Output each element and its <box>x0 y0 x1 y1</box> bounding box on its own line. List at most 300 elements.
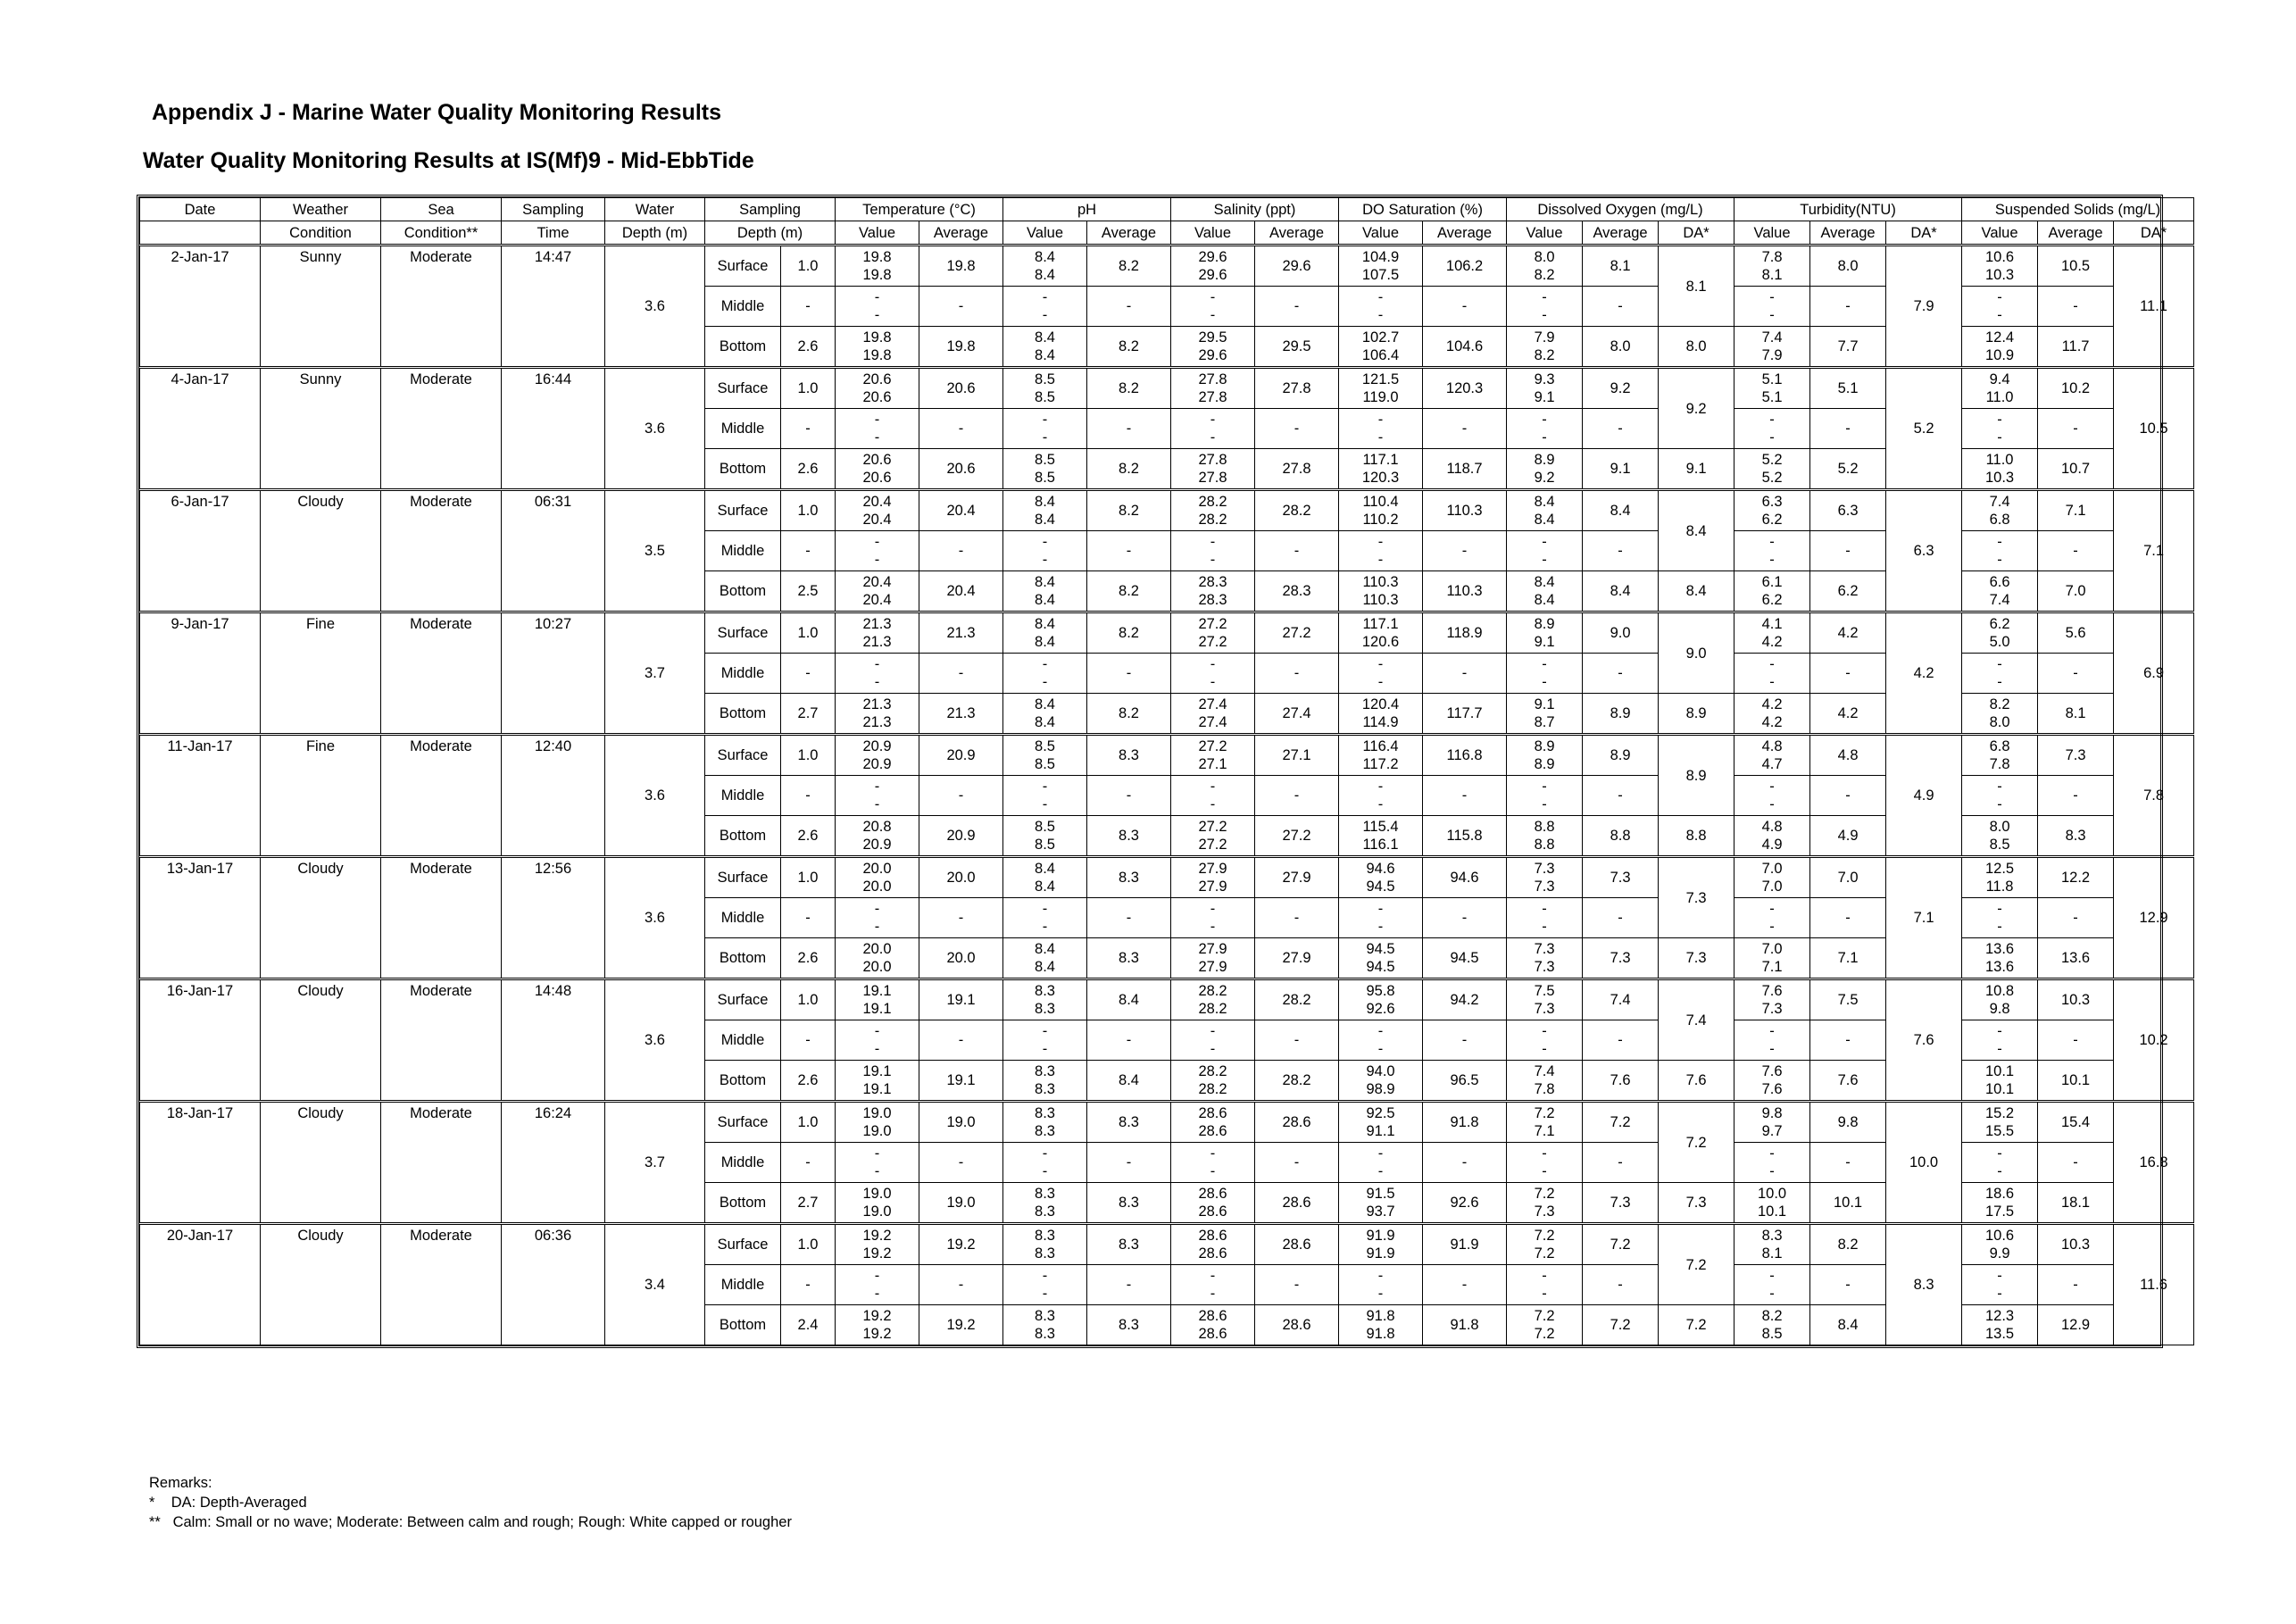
suspended-solids-value-cell <box>1962 409 2038 449</box>
sampling-level-cell: Bottom <box>705 327 781 368</box>
suspended-solids-value-cell-reading: - <box>1997 307 2002 323</box>
salinity-value-cell-reading: 28.2 <box>1198 1081 1227 1097</box>
suspended-solids-value-cell-reading: 6.8 <box>1989 512 2010 528</box>
sampling-level-cell: Surface <box>705 1224 781 1265</box>
dissolved-oxygen-value-cell <box>1507 979 1583 1020</box>
do-saturation-value-cell <box>1339 979 1423 1020</box>
temperature-value-cell-reading: 20.4 <box>862 512 892 528</box>
temperature-value-cell-reading: 20.6 <box>862 389 892 405</box>
water-depth-cell: 3.6 <box>605 735 705 857</box>
suspended-solids-da-cell: 11.6 <box>2114 1224 2194 1345</box>
sampling-depth-cell: - <box>781 409 836 449</box>
suspended-solids-value-cell-reading: 8.0 <box>1989 819 2010 835</box>
temperature-average-cell: 19.0 <box>919 1183 1003 1224</box>
ph-average-cell: - <box>1087 654 1171 694</box>
suspended-solids-value-cell-reading: 10.8 <box>1984 983 2015 999</box>
turbidity-value-cell-reading: - <box>1769 1286 1775 1302</box>
sampling-level-cell: Bottom <box>705 938 781 979</box>
dissolved-oxygen-value-cell <box>1507 776 1583 816</box>
dissolved-oxygen-da-cell: 8.9 <box>1659 735 1734 816</box>
turbidity-da-cell: 5.2 <box>1886 368 1962 490</box>
temperature-value-cell <box>836 1143 919 1183</box>
ph-value-cell-reading: 8.5 <box>1035 837 1055 853</box>
salinity-value-cell-reading: 28.6 <box>1198 1123 1227 1139</box>
table-row <box>140 735 2194 776</box>
ph-value-cell-reading: 8.3 <box>1035 1326 1055 1342</box>
ph-average-cell: - <box>1087 1020 1171 1061</box>
suspended-solids-average-cell: - <box>2038 898 2114 938</box>
turbidity-da-cell: 10.0 <box>1886 1102 1962 1224</box>
do-saturation-value-cell-reading: 116.1 <box>1362 837 1399 853</box>
ph-value-cell <box>1003 776 1087 816</box>
temperature-average-cell: - <box>919 531 1003 571</box>
results-table <box>139 197 2194 1345</box>
do-saturation-value-cell-reading: 120.4 <box>1361 696 1400 712</box>
salinity-value-cell <box>1171 694 1255 735</box>
turbidity-value-cell-reading: 4.2 <box>1761 696 1783 712</box>
temperature-value-cell <box>836 531 919 571</box>
do-saturation-value-cell-reading: 106.4 <box>1361 347 1400 363</box>
salinity-average-cell: - <box>1255 898 1339 938</box>
ph-value-cell <box>1003 979 1087 1020</box>
turbidity-value-cell-reading: - <box>1769 412 1775 428</box>
temperature-value-cell-reading: 19.8 <box>862 249 892 265</box>
salinity-value-cell-reading: - <box>1210 289 1216 305</box>
dissolved-oxygen-average-cell: 8.0 <box>1583 327 1659 368</box>
dissolved-oxygen-value-cell <box>1507 1265 1583 1305</box>
dissolved-oxygen-value-cell <box>1507 531 1583 571</box>
suspended-solids-value-cell-reading: 18.6 <box>1984 1186 2015 1202</box>
suspended-solids-value-cell-reading: 15.5 <box>1984 1123 2015 1139</box>
salinity-average-cell: - <box>1255 1265 1339 1305</box>
salinity-value-cell <box>1171 898 1255 938</box>
temperature-value-cell-reading: 20.9 <box>862 756 892 772</box>
salinity-average-cell: 27.1 <box>1255 735 1339 776</box>
dissolved-oxygen-value-cell-reading: 7.3 <box>1534 1203 1555 1220</box>
dissolved-oxygen-value-cell-reading: 9.1 <box>1534 389 1555 405</box>
ph-value-cell-reading: 8.4 <box>1035 941 1055 957</box>
sampling-level-cell: Surface <box>705 612 781 654</box>
turbidity-value-cell-reading: - <box>1769 552 1775 568</box>
ph-value-cell-reading: 8.3 <box>1035 1228 1055 1244</box>
temperature-average-cell: 20.0 <box>919 857 1003 898</box>
salinity-value-cell-reading: 27.8 <box>1198 371 1227 387</box>
dissolved-oxygen-value-cell-reading: - <box>1542 796 1547 812</box>
table-row <box>140 1102 2194 1143</box>
dissolved-oxygen-da-bottom-cell: 9.1 <box>1659 449 1734 490</box>
salinity-value-cell-reading: - <box>1210 534 1216 550</box>
dissolved-oxygen-value-cell <box>1507 694 1583 735</box>
dissolved-oxygen-value-cell-reading: - <box>1542 1145 1547 1162</box>
sampling-depth-cell: - <box>781 287 836 327</box>
salinity-value-cell <box>1171 612 1255 654</box>
sampling-level-cell: Surface <box>705 246 781 287</box>
salinity-value-cell <box>1171 1224 1255 1265</box>
weather-cell: Fine <box>261 735 381 857</box>
suspended-solids-value-cell-reading: 12.3 <box>1984 1308 2015 1324</box>
salinity-average-cell: 27.2 <box>1255 612 1339 654</box>
temperature-value-cell <box>836 735 919 776</box>
do-saturation-value-cell-reading: 91.5 <box>1366 1186 1395 1202</box>
turbidity-value-cell <box>1734 1102 1810 1143</box>
salinity-value-cell <box>1171 1183 1255 1224</box>
dissolved-oxygen-value-cell-reading: 9.2 <box>1534 470 1555 486</box>
dissolved-oxygen-value-cell <box>1507 1143 1583 1183</box>
turbidity-value-cell <box>1734 735 1810 776</box>
ph-value-cell-reading: 8.4 <box>1035 267 1055 283</box>
turbidity-value-cell-reading: - <box>1769 656 1775 672</box>
header-da: DA* <box>1659 221 1734 246</box>
do-saturation-value-cell <box>1339 694 1423 735</box>
sampling-level-cell: Bottom <box>705 1183 781 1224</box>
ph-value-cell-reading: - <box>1042 1041 1048 1057</box>
salinity-value-cell-reading: - <box>1210 656 1216 672</box>
salinity-value-cell-reading: - <box>1210 674 1216 690</box>
dissolved-oxygen-value-cell <box>1507 1102 1583 1143</box>
turbidity-average-cell: 8.0 <box>1810 246 1886 287</box>
ph-average-cell: 8.2 <box>1087 449 1171 490</box>
temperature-average-cell: - <box>919 898 1003 938</box>
salinity-value-cell <box>1171 246 1255 287</box>
temperature-value-cell-reading: 19.2 <box>862 1326 892 1342</box>
salinity-average-cell: 28.6 <box>1255 1305 1339 1345</box>
salinity-average-cell: 28.6 <box>1255 1183 1339 1224</box>
salinity-value-cell-reading: 27.2 <box>1198 837 1227 853</box>
ph-value-cell-reading: - <box>1042 1163 1048 1179</box>
salinity-value-cell <box>1171 449 1255 490</box>
ph-value-cell-reading: 8.5 <box>1035 819 1055 835</box>
do-saturation-value-cell-reading: - <box>1377 429 1384 446</box>
salinity-value-cell-reading: 28.6 <box>1198 1326 1227 1342</box>
header-da: DA* <box>1886 221 1962 246</box>
do-saturation-value-cell <box>1339 327 1423 368</box>
suspended-solids-average-cell: - <box>2038 409 2114 449</box>
dissolved-oxygen-da-bottom-cell: 8.0 <box>1659 327 1734 368</box>
ph-value-cell-reading: 8.4 <box>1035 347 1055 363</box>
salinity-value-cell-reading: 28.3 <box>1198 574 1227 590</box>
temperature-average-cell: - <box>919 409 1003 449</box>
turbidity-value-cell-reading: 8.3 <box>1761 1228 1783 1244</box>
temperature-value-cell-reading: 20.0 <box>862 941 892 957</box>
salinity-value-cell-reading: 28.3 <box>1198 592 1227 608</box>
temperature-value-cell-reading: 19.0 <box>862 1186 892 1202</box>
turbidity-value-cell <box>1734 327 1810 368</box>
suspended-solids-value-cell <box>1962 735 2038 776</box>
dissolved-oxygen-da-cell: 7.2 <box>1659 1102 1734 1183</box>
sampling-depth-cell: - <box>781 1265 836 1305</box>
turbidity-value-cell-reading: 4.1 <box>1761 616 1783 632</box>
salinity-value-cell <box>1171 531 1255 571</box>
ph-value-cell-reading: 8.5 <box>1035 738 1055 754</box>
salinity-value-cell <box>1171 327 1255 368</box>
dissolved-oxygen-da-bottom-cell: 7.3 <box>1659 938 1734 979</box>
turbidity-value-cell <box>1734 898 1810 938</box>
suspended-solids-average-cell: - <box>2038 776 2114 816</box>
salinity-value-cell-reading: - <box>1210 796 1216 812</box>
do-saturation-value-cell-reading: 94.5 <box>1366 959 1395 975</box>
sampling-level-cell: Middle <box>705 776 781 816</box>
temperature-value-cell-reading: 20.6 <box>862 470 892 486</box>
temperature-value-cell-reading: - <box>874 412 880 428</box>
turbidity-value-cell-reading: 7.6 <box>1761 1081 1783 1097</box>
do-saturation-average-cell: 110.3 <box>1423 490 1507 531</box>
turbidity-value-cell-reading: 7.3 <box>1761 1001 1783 1017</box>
suspended-solids-average-cell: - <box>2038 1143 2114 1183</box>
ph-value-cell-reading: 8.3 <box>1035 1001 1055 1017</box>
suspended-solids-average-cell: 8.1 <box>2038 694 2114 735</box>
salinity-average-cell: 27.2 <box>1255 816 1339 857</box>
salinity-value-cell-reading: 29.6 <box>1198 267 1227 283</box>
suspended-solids-average-cell: - <box>2038 654 2114 694</box>
suspended-solids-value-cell <box>1962 816 2038 857</box>
page-subtitle: Water Quality Monitoring Results at IS(Mf)9 - Mid-EbbTide <box>143 148 754 173</box>
temperature-value-cell <box>836 409 919 449</box>
salinity-value-cell-reading: 28.6 <box>1198 1228 1227 1244</box>
salinity-value-cell-reading: 27.1 <box>1198 756 1227 772</box>
salinity-value-cell-reading: 27.8 <box>1198 470 1227 486</box>
dissolved-oxygen-value-cell <box>1507 1224 1583 1265</box>
do-saturation-value-cell <box>1339 654 1423 694</box>
ph-value-cell <box>1003 490 1087 531</box>
dissolved-oxygen-average-cell: - <box>1583 287 1659 327</box>
do-saturation-value-cell-reading: 94.6 <box>1366 861 1395 877</box>
temperature-value-cell-reading: 19.8 <box>862 267 892 283</box>
salinity-value-cell-reading: 27.4 <box>1198 696 1227 712</box>
ph-value-cell-reading: 8.4 <box>1035 329 1055 346</box>
salinity-average-cell: 28.6 <box>1255 1224 1339 1265</box>
do-saturation-value-cell-reading: - <box>1377 307 1384 323</box>
temperature-value-cell-reading: - <box>874 534 880 550</box>
turbidity-value-cell-reading: 5.2 <box>1761 452 1783 468</box>
dissolved-oxygen-value-cell <box>1507 816 1583 857</box>
do-saturation-value-cell-reading: - <box>1377 919 1384 935</box>
suspended-solids-value-cell-reading: 11.8 <box>1985 879 2014 895</box>
dissolved-oxygen-da-cell: 8.1 <box>1659 246 1734 327</box>
salinity-average-cell: 28.2 <box>1255 490 1339 531</box>
dissolved-oxygen-value-cell-reading: 7.3 <box>1534 1001 1555 1017</box>
temperature-value-cell <box>836 490 919 531</box>
turbidity-average-cell: 5.1 <box>1810 368 1886 409</box>
turbidity-value-cell <box>1734 449 1810 490</box>
header-value: Value <box>1507 221 1583 246</box>
ph-value-cell-reading: - <box>1042 779 1048 795</box>
sea-condition-cell: Moderate <box>381 979 502 1102</box>
suspended-solids-value-cell-reading: - <box>1997 796 2002 812</box>
dissolved-oxygen-value-cell-reading: 9.3 <box>1534 371 1555 387</box>
ph-value-cell <box>1003 1061 1087 1102</box>
suspended-solids-value-cell <box>1962 490 2038 531</box>
salinity-value-cell-reading: - <box>1210 307 1216 323</box>
ph-value-cell-reading: 8.4 <box>1035 616 1055 632</box>
sampling-level-cell: Surface <box>705 490 781 531</box>
suspended-solids-average-cell: 18.1 <box>2038 1183 2114 1224</box>
turbidity-value-cell-reading: 4.7 <box>1761 756 1783 772</box>
turbidity-value-cell-reading: 7.8 <box>1761 249 1783 265</box>
sampling-time-cell: 14:48 <box>502 979 605 1102</box>
do-saturation-value-cell-reading: 120.6 <box>1361 634 1400 650</box>
salinity-average-cell: - <box>1255 776 1339 816</box>
dissolved-oxygen-value-cell <box>1507 1061 1583 1102</box>
dissolved-oxygen-value-cell-reading: - <box>1542 1023 1547 1039</box>
ph-value-cell-reading: - <box>1042 919 1048 935</box>
ph-value-cell-reading: - <box>1042 656 1048 672</box>
do-saturation-value-cell-reading: 116.4 <box>1362 738 1399 754</box>
salinity-value-cell-reading: - <box>1210 1041 1216 1057</box>
turbidity-average-cell: 9.8 <box>1810 1102 1886 1143</box>
dissolved-oxygen-value-cell-reading: 8.4 <box>1534 574 1555 590</box>
header-average: Average <box>2038 221 2114 246</box>
dissolved-oxygen-da-bottom-cell: 8.4 <box>1659 571 1734 612</box>
dissolved-oxygen-value-cell-reading: 7.2 <box>1534 1308 1555 1324</box>
do-saturation-average-cell: 117.7 <box>1423 694 1507 735</box>
suspended-solids-average-cell: 7.3 <box>2038 735 2114 776</box>
dissolved-oxygen-average-cell: 7.3 <box>1583 938 1659 979</box>
sampling-time-cell: 14:47 <box>502 246 605 368</box>
temperature-average-cell: 20.6 <box>919 449 1003 490</box>
dissolved-oxygen-value-cell-reading: 8.4 <box>1534 512 1555 528</box>
suspended-solids-value-cell <box>1962 531 2038 571</box>
do-saturation-value-cell-reading: - <box>1377 779 1384 795</box>
turbidity-value-cell <box>1734 1224 1810 1265</box>
do-saturation-average-cell: 94.2 <box>1423 979 1507 1020</box>
salinity-value-cell-reading: 27.2 <box>1198 738 1227 754</box>
temperature-value-cell-reading: 20.0 <box>862 959 892 975</box>
ph-value-cell <box>1003 612 1087 654</box>
sampling-level-cell: Bottom <box>705 1061 781 1102</box>
salinity-average-cell: 28.3 <box>1255 571 1339 612</box>
turbidity-value-cell <box>1734 571 1810 612</box>
salinity-average-cell: 28.2 <box>1255 1061 1339 1102</box>
temperature-average-cell: 20.4 <box>919 571 1003 612</box>
temperature-value-cell-reading: - <box>874 656 880 672</box>
turbidity-value-cell-reading: 8.1 <box>1761 1245 1783 1262</box>
table-row <box>140 246 2194 287</box>
salinity-value-cell <box>1171 287 1255 327</box>
turbidity-da-cell: 7.1 <box>1886 857 1962 979</box>
header-dissolved-oxygen: Dissolved Oxygen (mg/L) <box>1507 198 1734 221</box>
ph-value-cell-reading: - <box>1042 796 1048 812</box>
dissolved-oxygen-value-cell-reading: 8.4 <box>1534 592 1555 608</box>
do-saturation-value-cell <box>1339 246 1423 287</box>
temperature-value-cell <box>836 571 919 612</box>
header-value: Value <box>836 221 919 246</box>
ph-average-cell: - <box>1087 409 1171 449</box>
salinity-value-cell <box>1171 1305 1255 1345</box>
dissolved-oxygen-value-cell <box>1507 735 1583 776</box>
dissolved-oxygen-value-cell-reading: - <box>1542 901 1547 917</box>
salinity-value-cell-reading: 28.6 <box>1198 1308 1227 1324</box>
ph-average-cell: 8.3 <box>1087 857 1171 898</box>
sea-condition-cell: Moderate <box>381 368 502 490</box>
dissolved-oxygen-value-cell-reading: - <box>1542 1163 1547 1179</box>
sampling-level-cell: Bottom <box>705 1305 781 1345</box>
water-depth-cell: 3.7 <box>605 1102 705 1224</box>
temperature-value-cell-reading: 21.3 <box>862 714 892 730</box>
dissolved-oxygen-da-cell: 7.3 <box>1659 857 1734 938</box>
turbidity-value-cell <box>1734 1020 1810 1061</box>
water-depth-cell: 3.5 <box>605 490 705 612</box>
suspended-solids-value-cell-reading: - <box>1997 429 2002 446</box>
turbidity-average-cell: 4.2 <box>1810 694 1886 735</box>
header-salinity: Salinity (ppt) <box>1171 198 1339 221</box>
date-cell: 2-Jan-17 <box>140 246 261 368</box>
ph-value-cell-reading: 8.4 <box>1035 574 1055 590</box>
header-sea: Sea <box>381 198 502 221</box>
ph-value-cell <box>1003 1305 1087 1345</box>
temperature-value-cell-reading: 20.6 <box>862 371 892 387</box>
turbidity-average-cell: 10.1 <box>1810 1183 1886 1224</box>
suspended-solids-da-cell: 7.8 <box>2114 735 2194 857</box>
turbidity-value-cell <box>1734 1305 1810 1345</box>
salinity-average-cell: 29.6 <box>1255 246 1339 287</box>
sampling-level-cell: Surface <box>705 979 781 1020</box>
turbidity-value-cell-reading: - <box>1769 1145 1775 1162</box>
ph-average-cell: 8.4 <box>1087 979 1171 1020</box>
do-saturation-value-cell <box>1339 735 1423 776</box>
do-saturation-average-cell: - <box>1423 776 1507 816</box>
turbidity-value-cell-reading: - <box>1769 1163 1775 1179</box>
turbidity-value-cell <box>1734 1183 1810 1224</box>
header-average: Average <box>1255 221 1339 246</box>
do-saturation-value-cell <box>1339 1224 1423 1265</box>
temperature-value-cell <box>836 327 919 368</box>
turbidity-value-cell <box>1734 857 1810 898</box>
sampling-depth-cell: 1.0 <box>781 368 836 409</box>
suspended-solids-value-cell <box>1962 612 2038 654</box>
do-saturation-average-cell: 116.8 <box>1423 735 1507 776</box>
do-saturation-value-cell <box>1339 1020 1423 1061</box>
temperature-value-cell-reading: - <box>874 1041 880 1057</box>
dissolved-oxygen-value-cell-reading: 7.8 <box>1534 1081 1555 1097</box>
do-saturation-value-cell-reading: 117.1 <box>1362 616 1399 632</box>
do-saturation-average-cell: - <box>1423 287 1507 327</box>
suspended-solids-value-cell-reading: 10.3 <box>1984 470 2015 486</box>
sampling-depth-cell: 2.5 <box>781 571 836 612</box>
turbidity-da-cell: 7.6 <box>1886 979 1962 1102</box>
suspended-solids-value-cell <box>1962 1102 2038 1143</box>
turbidity-value-cell <box>1734 979 1810 1020</box>
salinity-value-cell-reading: - <box>1210 552 1216 568</box>
turbidity-value-cell-reading: 7.0 <box>1761 879 1783 895</box>
dissolved-oxygen-da-bottom-cell: 8.9 <box>1659 694 1734 735</box>
temperature-value-cell-reading: 19.2 <box>862 1228 892 1244</box>
turbidity-value-cell <box>1734 287 1810 327</box>
dissolved-oxygen-value-cell-reading: - <box>1542 307 1547 323</box>
temperature-average-cell: 19.8 <box>919 246 1003 287</box>
dissolved-oxygen-average-cell: 8.8 <box>1583 816 1659 857</box>
temperature-value-cell-reading: - <box>874 901 880 917</box>
turbidity-value-cell-reading: 7.4 <box>1761 329 1783 346</box>
dissolved-oxygen-value-cell-reading: 7.5 <box>1534 983 1555 999</box>
turbidity-value-cell-reading: 10.0 <box>1757 1186 1787 1202</box>
dissolved-oxygen-value-cell-reading: - <box>1542 656 1547 672</box>
salinity-value-cell-reading: 28.2 <box>1198 494 1227 510</box>
turbidity-da-cell: 6.3 <box>1886 490 1962 612</box>
ph-value-cell <box>1003 531 1087 571</box>
temperature-value-cell <box>836 1183 919 1224</box>
suspended-solids-value-cell <box>1962 938 2038 979</box>
suspended-solids-value-cell-reading: 8.5 <box>1989 837 2010 853</box>
salinity-value-cell <box>1171 979 1255 1020</box>
sampling-depth-cell: 1.0 <box>781 246 836 287</box>
temperature-value-cell-reading: 19.0 <box>862 1123 892 1139</box>
sampling-depth-cell: 2.7 <box>781 1183 836 1224</box>
dissolved-oxygen-average-cell: - <box>1583 409 1659 449</box>
temperature-value-cell <box>836 898 919 938</box>
salinity-average-cell: 27.8 <box>1255 449 1339 490</box>
date-cell: 18-Jan-17 <box>140 1102 261 1224</box>
do-saturation-value-cell-reading: 117.1 <box>1362 452 1399 468</box>
